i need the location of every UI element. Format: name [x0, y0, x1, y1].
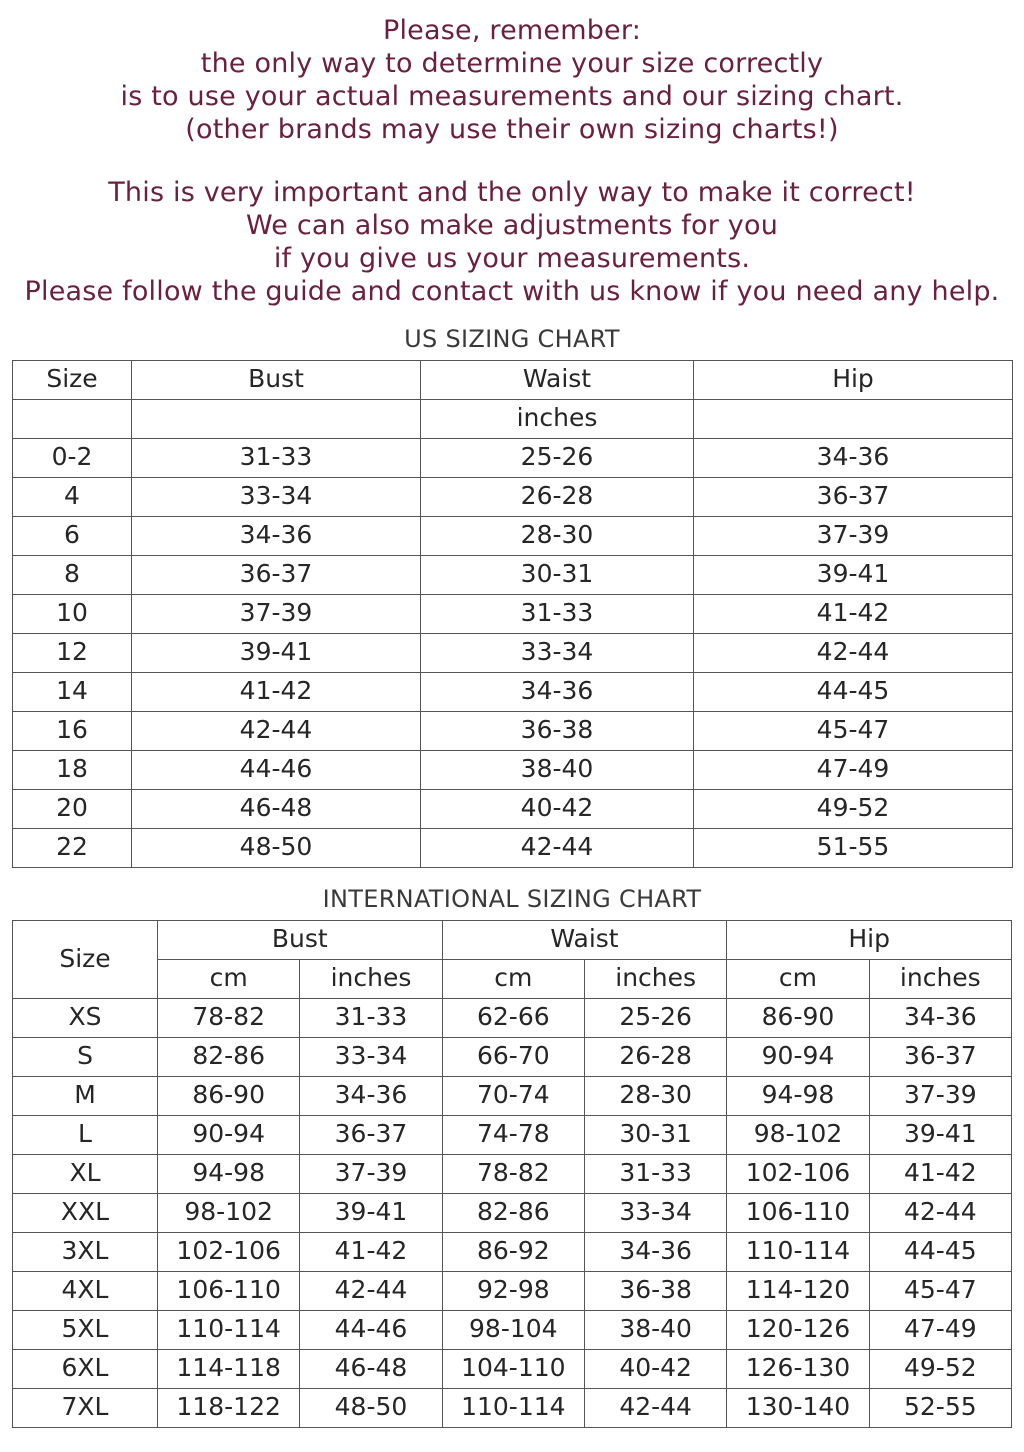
cell-waist: 34-36: [421, 673, 694, 712]
cell-size: XS: [13, 999, 158, 1038]
table-unit-row: [13, 400, 1013, 439]
cell-size: 22: [13, 829, 132, 868]
intro-line: We can also make adjustments for you: [245, 210, 779, 241]
cell-size: 4XL: [13, 1272, 158, 1311]
cell-waist: 26-28: [421, 478, 694, 517]
cell-bust-cm: 78-82: [158, 999, 300, 1038]
cell-bust-in: 46-48: [300, 1350, 442, 1389]
cell-size: 0-2: [13, 439, 132, 478]
cell-bust-cm: 118-122: [158, 1389, 300, 1428]
column-header-hip: Hip: [727, 921, 1012, 960]
cell-waist: 36-38: [421, 712, 694, 751]
cell-bust-cm: 114-118: [158, 1350, 300, 1389]
cell-hip: 42-44: [694, 634, 1013, 673]
intro-line: This is very important and the only way to make it correct!: [108, 177, 916, 208]
unit-blank-cell: [132, 400, 421, 439]
subheader-hip-inches: inches: [869, 960, 1011, 999]
cell-waist-cm: 104-110: [442, 1350, 584, 1389]
cell-bust: 48-50: [132, 829, 421, 868]
table-row: [13, 556, 1013, 595]
cell-hip: 41-42: [694, 595, 1013, 634]
table-row: [13, 1077, 1012, 1116]
column-header-waist: Waist: [421, 361, 694, 400]
cell-size: 6XL: [13, 1350, 158, 1389]
cell-waist-in: 25-26: [584, 999, 726, 1038]
cell-size: 7XL: [13, 1389, 158, 1428]
table-row: [13, 712, 1013, 751]
cell-hip-in: 41-42: [869, 1155, 1011, 1194]
cell-hip-in: 47-49: [869, 1311, 1011, 1350]
cell-hip: 51-55: [694, 829, 1013, 868]
cell-hip-cm: 114-120: [727, 1272, 869, 1311]
cell-waist-cm: 98-104: [442, 1311, 584, 1350]
cell-bust-in: 37-39: [300, 1155, 442, 1194]
intro-text: [12, 0, 1012, 308]
table-subheader-row: [13, 960, 1012, 999]
cell-hip-cm: 86-90: [727, 999, 869, 1038]
table-row: [13, 1389, 1012, 1428]
intro-line: if you give us your measurements.: [273, 243, 751, 274]
cell-hip-in: 39-41: [869, 1116, 1011, 1155]
table-row: [13, 634, 1013, 673]
cell-waist: 38-40: [421, 751, 694, 790]
column-header-waist: Waist: [442, 921, 727, 960]
cell-size: 12: [13, 634, 132, 673]
table-row: [13, 1194, 1012, 1233]
table-row: [13, 790, 1013, 829]
table-row: [13, 1038, 1012, 1077]
table-row: [13, 1350, 1012, 1389]
cell-hip: 45-47: [694, 712, 1013, 751]
cell-hip-in: 49-52: [869, 1350, 1011, 1389]
cell-hip-cm: 94-98: [727, 1077, 869, 1116]
cell-bust: 33-34: [132, 478, 421, 517]
cell-waist: 28-30: [421, 517, 694, 556]
cell-bust-cm: 106-110: [158, 1272, 300, 1311]
cell-bust-in: 42-44: [300, 1272, 442, 1311]
cell-bust: 36-37: [132, 556, 421, 595]
cell-hip: 47-49: [694, 751, 1013, 790]
cell-bust-cm: 102-106: [158, 1233, 300, 1272]
cell-hip-cm: 106-110: [727, 1194, 869, 1233]
cell-size: 5XL: [13, 1311, 158, 1350]
cell-size: XL: [13, 1155, 158, 1194]
cell-size: 3XL: [13, 1233, 158, 1272]
cell-waist-cm: 86-92: [442, 1233, 584, 1272]
cell-hip-cm: 98-102: [727, 1116, 869, 1155]
cell-hip-in: 37-39: [869, 1077, 1011, 1116]
cell-bust-in: 36-37: [300, 1116, 442, 1155]
intro-line: the only way to determine your size correctly: [200, 48, 824, 79]
cell-waist-cm: 78-82: [442, 1155, 584, 1194]
cell-waist-in: 42-44: [584, 1389, 726, 1428]
cell-size: 20: [13, 790, 132, 829]
cell-size: 14: [13, 673, 132, 712]
cell-waist: 42-44: [421, 829, 694, 868]
table-row: [13, 439, 1013, 478]
cell-bust-in: 33-34: [300, 1038, 442, 1077]
cell-hip: 44-45: [694, 673, 1013, 712]
table-header-row: [13, 921, 1012, 960]
cell-waist-in: 36-38: [584, 1272, 726, 1311]
subheader-hip-cm: cm: [727, 960, 869, 999]
intro-line: (other brands may use their own sizing charts!): [185, 114, 839, 145]
unit-blank-cell: [694, 400, 1013, 439]
subheader-bust-inches: inches: [300, 960, 442, 999]
cell-waist: 33-34: [421, 634, 694, 673]
cell-hip-in: 42-44: [869, 1194, 1011, 1233]
cell-bust-cm: 98-102: [158, 1194, 300, 1233]
cell-bust-cm: 86-90: [158, 1077, 300, 1116]
table-row: [13, 1116, 1012, 1155]
cell-bust-in: 41-42: [300, 1233, 442, 1272]
cell-bust: 39-41: [132, 634, 421, 673]
table-header-row: [13, 361, 1013, 400]
cell-waist-in: 38-40: [584, 1311, 726, 1350]
international-sizing-table: [12, 920, 1012, 1428]
cell-waist-in: 40-42: [584, 1350, 726, 1389]
cell-waist: 40-42: [421, 790, 694, 829]
cell-bust-cm: 82-86: [158, 1038, 300, 1077]
cell-waist-in: 28-30: [584, 1077, 726, 1116]
cell-hip: 49-52: [694, 790, 1013, 829]
cell-hip: 37-39: [694, 517, 1013, 556]
cell-size: XXL: [13, 1194, 158, 1233]
cell-size: L: [13, 1116, 158, 1155]
cell-bust: 41-42: [132, 673, 421, 712]
cell-bust-in: 48-50: [300, 1389, 442, 1428]
cell-waist-cm: 82-86: [442, 1194, 584, 1233]
cell-bust-cm: 110-114: [158, 1311, 300, 1350]
cell-hip-cm: 110-114: [727, 1233, 869, 1272]
cell-size: M: [13, 1077, 158, 1116]
cell-hip-cm: 120-126: [727, 1311, 869, 1350]
intro-line: is to use your actual measurements and our sizing chart.: [120, 81, 904, 112]
cell-hip-in: 36-37: [869, 1038, 1011, 1077]
table-row: [13, 1311, 1012, 1350]
table-row: [13, 595, 1013, 634]
cell-bust: 37-39: [132, 595, 421, 634]
table-row: [13, 517, 1013, 556]
intro-line: Please follow the guide and contact with us know if you need any help.: [24, 276, 1000, 307]
table-row: [13, 829, 1013, 868]
table-row: [13, 1155, 1012, 1194]
cell-waist-cm: 70-74: [442, 1077, 584, 1116]
cell-size: 8: [13, 556, 132, 595]
column-header-bust: Bust: [158, 921, 443, 960]
cell-hip-in: 52-55: [869, 1389, 1011, 1428]
cell-size: 16: [13, 712, 132, 751]
subheader-waist-cm: cm: [442, 960, 584, 999]
cell-waist-cm: 74-78: [442, 1116, 584, 1155]
cell-waist-in: 33-34: [584, 1194, 726, 1233]
cell-bust: 46-48: [132, 790, 421, 829]
cell-waist: 25-26: [421, 439, 694, 478]
table-row: [13, 673, 1013, 712]
table-row: [13, 1233, 1012, 1272]
cell-bust: 31-33: [132, 439, 421, 478]
cell-bust: 44-46: [132, 751, 421, 790]
cell-size: 18: [13, 751, 132, 790]
cell-waist-cm: 62-66: [442, 999, 584, 1038]
column-header-size: Size: [13, 361, 132, 400]
cell-waist-cm: 110-114: [442, 1389, 584, 1428]
cell-bust-in: 39-41: [300, 1194, 442, 1233]
cell-hip: 34-36: [694, 439, 1013, 478]
cell-bust: 42-44: [132, 712, 421, 751]
cell-waist-in: 30-31: [584, 1116, 726, 1155]
cell-hip-in: 44-45: [869, 1233, 1011, 1272]
table-row: [13, 1272, 1012, 1311]
cell-bust: 34-36: [132, 517, 421, 556]
intro-gap: [12, 146, 1012, 176]
cell-hip-in: 34-36: [869, 999, 1011, 1038]
cell-hip-cm: 126-130: [727, 1350, 869, 1389]
table-row: [13, 478, 1013, 517]
cell-waist-cm: 66-70: [442, 1038, 584, 1077]
column-header-hip: Hip: [694, 361, 1013, 400]
unit-label: inches: [421, 400, 694, 439]
cell-hip-in: 45-47: [869, 1272, 1011, 1311]
cell-bust-in: 34-36: [300, 1077, 442, 1116]
cell-waist-in: 34-36: [584, 1233, 726, 1272]
intro-line: Please, remember:: [383, 15, 641, 46]
cell-waist-cm: 92-98: [442, 1272, 584, 1311]
cell-size: S: [13, 1038, 158, 1077]
cell-waist: 31-33: [421, 595, 694, 634]
cell-size: 4: [13, 478, 132, 517]
column-header-size: Size: [13, 921, 158, 999]
cell-waist-in: 31-33: [584, 1155, 726, 1194]
unit-blank-cell: [13, 400, 132, 439]
cell-hip-cm: 102-106: [727, 1155, 869, 1194]
cell-waist-in: 26-28: [584, 1038, 726, 1077]
us-sizing-table: [12, 360, 1013, 868]
cell-bust-in: 31-33: [300, 999, 442, 1038]
cell-waist: 30-31: [421, 556, 694, 595]
subheader-bust-cm: cm: [158, 960, 300, 999]
cell-hip: 39-41: [694, 556, 1013, 595]
cell-bust-cm: 90-94: [158, 1116, 300, 1155]
intl-chart-title: INTERNATIONAL SIZING CHART: [322, 885, 702, 913]
cell-hip: 36-37: [694, 478, 1013, 517]
cell-size: 10: [13, 595, 132, 634]
table-row: [13, 751, 1013, 790]
cell-size: 6: [13, 517, 132, 556]
cell-bust-in: 44-46: [300, 1311, 442, 1350]
cell-hip-cm: 130-140: [727, 1389, 869, 1428]
cell-hip-cm: 90-94: [727, 1038, 869, 1077]
table-row: [13, 999, 1012, 1038]
subheader-waist-inches: inches: [584, 960, 726, 999]
us-chart-title: US SIZING CHART: [404, 325, 620, 353]
column-header-bust: Bust: [132, 361, 421, 400]
cell-bust-cm: 94-98: [158, 1155, 300, 1194]
